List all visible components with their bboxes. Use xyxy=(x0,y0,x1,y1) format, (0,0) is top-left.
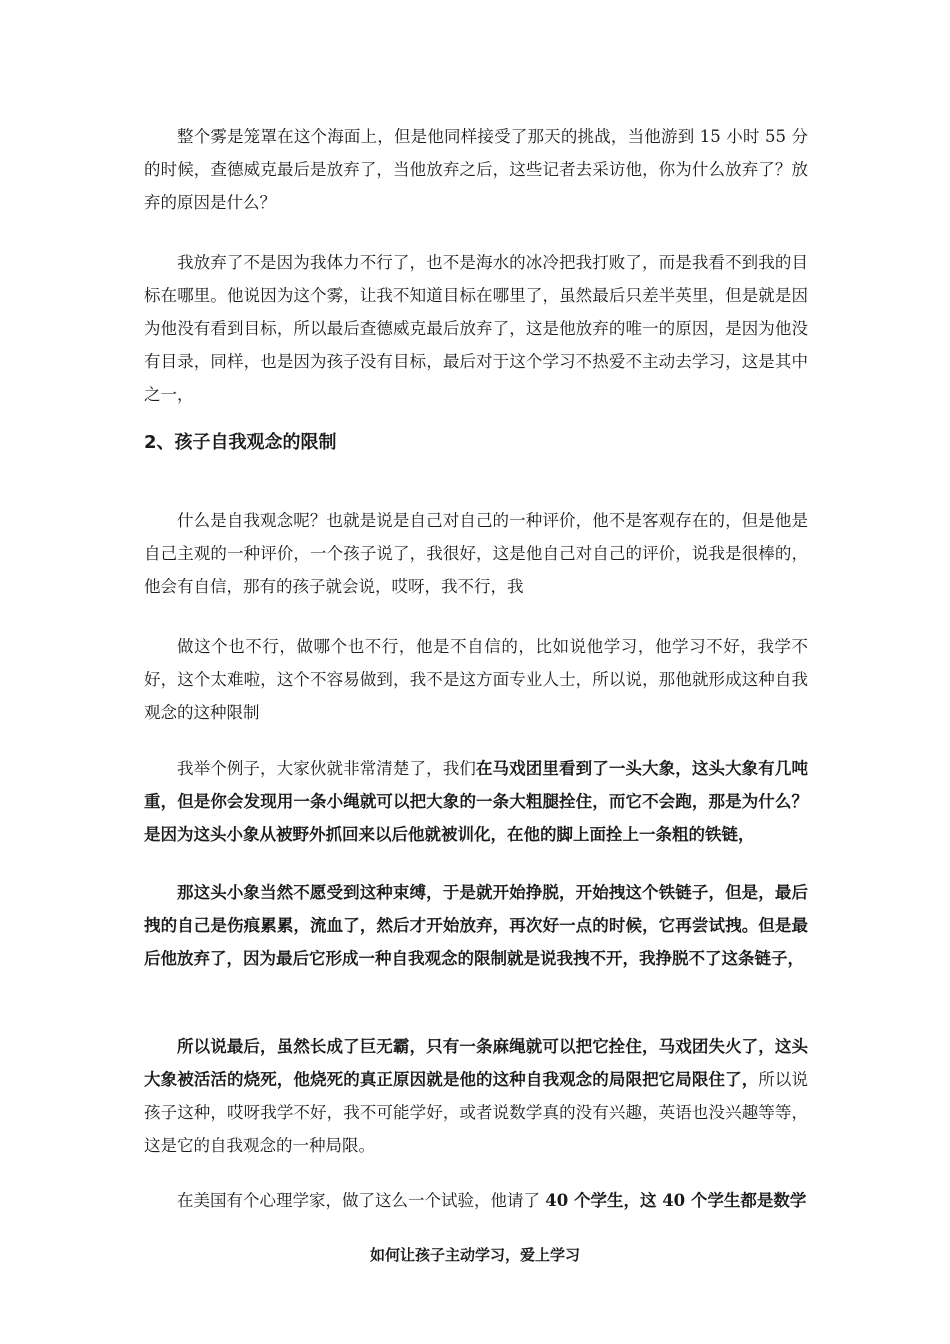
paragraph-8-bold-text: 40 个学生，这 40 个学生都是数学 xyxy=(545,1191,807,1210)
paragraph-3-text: 什么是自我观念呢？也就是说是自己对自己的一种评价，他不是客观存在的，但是他是自己主观的一种评价，一个孩子说了，我很好，这是他自己对自己的评价，说我是很棒的，他会有自信，那有的孩子就会说，哎呀，我不行，我 xyxy=(144,511,808,596)
paragraph-2-text: 我放弃了不是因为我体力不行了，也不是海水的冰冷把我打败了，而是我看不到我的目标在哪里。他说因为这个雾，让我不知道目标在哪里了，虽然最后只差半英里，但是就是因为他没有看到目标，所以最后查德威克最后放弃了，这是他放弃的唯一的原因，是因为他没有目录，同样，也是因为孩子没有目标，最后对于这个学习不热爱不主动去学习，这是其中之一， xyxy=(144,253,808,404)
paragraph-8-text: 在美国有个心理学家，做了这么一个试验，他请了 xyxy=(177,1191,546,1210)
paragraph-6-bold-text: 那这头小象当然不愿受到这种束缚，于是就开始挣脱，开始拽这个铁链子，但是，最后拽的自己是伤痕累累，流血了，然后才开始放弃，再次好一点的时候，它再尝试拽。但是最后他放弃了，因为最后它形成一种自我观念的限制就是说我拽不开，我挣脱不了这条链子， xyxy=(144,883,808,968)
paragraph-4-text: 做这个也不行，做哪个也不行，他是不自信的，比如说他学习，他学习不好，我学不好，这个太难啦，这个不容易做到，我不是这方面专业人士，所以说，那他就形成这种自我观念的这种限制 xyxy=(144,637,808,722)
section-heading: 2、孩子自我观念的限制 xyxy=(144,432,337,453)
paragraph-2 xyxy=(144,246,808,411)
page-footer: 如何让孩子主动学习，爱上学习 xyxy=(369,1246,580,1264)
paragraph-5 xyxy=(144,752,808,851)
paragraph-1-text: 整个雾是笼罩在这个海面上，但是他同样接受了那天的挑战，当他游到 15 小时 55 分的时候，查德威克最后是放弃了，当他放弃之后，这些记者去采访他，你为什么放弃了？放弃的原因是什么？ xyxy=(144,127,808,212)
paragraph-7 xyxy=(144,1030,808,1162)
paragraph-7-text: 所以说孩子这种，哎呀我学不好，我不可能学好，或者说数学真的没有兴趣，英语也没兴趣等等，这是它的自我观念的一种局限。 xyxy=(144,1070,809,1155)
paragraph-4 xyxy=(144,630,808,729)
paragraph-7-bold-text: 所以说最后，虽然长成了巨无霸，只有一条麻绳就可以把它拴住，马戏团失火了，这头大象被活活的烧死，他烧死的真正原因就是他的这种自我观念的局限把它局限住了， xyxy=(144,1037,808,1089)
paragraph-6 xyxy=(144,876,808,975)
paragraph-5-text: 我举个例子，大家伙就非常清楚了，我们 xyxy=(177,759,476,778)
paragraph-5-bold-text: 在马戏团里看到了一头大象，这头大象有几吨重，但是你会发现用一条小绳就可以把大象的一条大粗腿拴住，而它不会跑，那是为什么？是因为这头小象从被野外抓回来以后他就被训化，在他的脚上面拴上一条粗的铁链， xyxy=(144,759,809,844)
paragraph-8 xyxy=(144,1184,808,1217)
paragraph-1 xyxy=(144,120,808,219)
paragraph-3 xyxy=(144,504,808,603)
